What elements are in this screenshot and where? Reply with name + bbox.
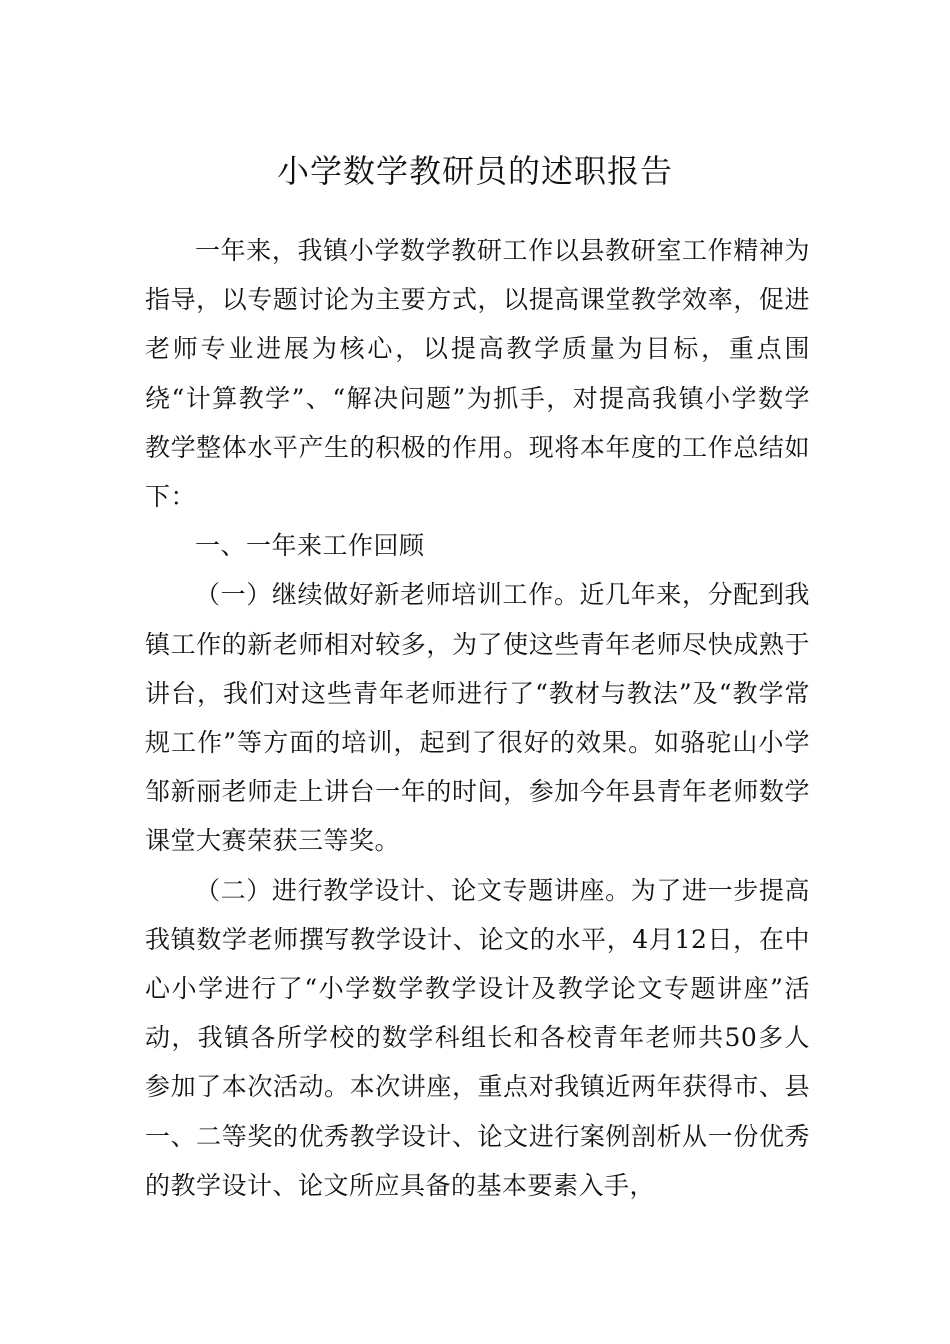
paragraph-design-lecture: （二）进行教学设计、论文专题讲座。为了进一步提高我镇数学老师撰写教学设计、论文的水平，4月12日，在中心小学进行了“小学数学教学设计及教学论文专题讲座”活动，我镇各所学校的数学科组长和各校青年老师共50多人参加了本次活动。本次讲座，重点对我镇近两年获得市、县一、二等奖的优秀教学设计、论文进行案例剖析从一份优秀的教学设计、论文所应具备的基本要素入手， (145, 875, 810, 1200)
document-title: 小学数学教研员的述职报告 (276, 152, 673, 191)
paragraph-new-teacher-training: （一）继续做好新老师培训工作。近几年来，分配到我镇工作的新老师相对较多，为了使这些青年老师尽快成熟于讲台，我们对这些青年老师进行了“教材与教法”及“教学常规工作”等方面的培训，起到了很好的效果。如骆驼山小学邹新丽老师走上讲台一年的时间，参加今年县青年老师数学课堂大赛荣获三等奖。 (145, 580, 810, 856)
paragraph-intro: 一年来，我镇小学数学教研工作以县教研室工作精神为指导，以专题讨论为主要方式，以提高课堂教学效率，促进老师专业进展为核心，以提高教学质量为目标，重点围绕“计算教学”、“解决问题”为抓手，对提高我镇小学数学教学整体水平产生的积极的作用。现将本年度的工作总结如下： (145, 236, 810, 512)
section-heading-review: 一、一年来工作回顾 (195, 531, 425, 561)
document-body (145, 226, 810, 1210)
